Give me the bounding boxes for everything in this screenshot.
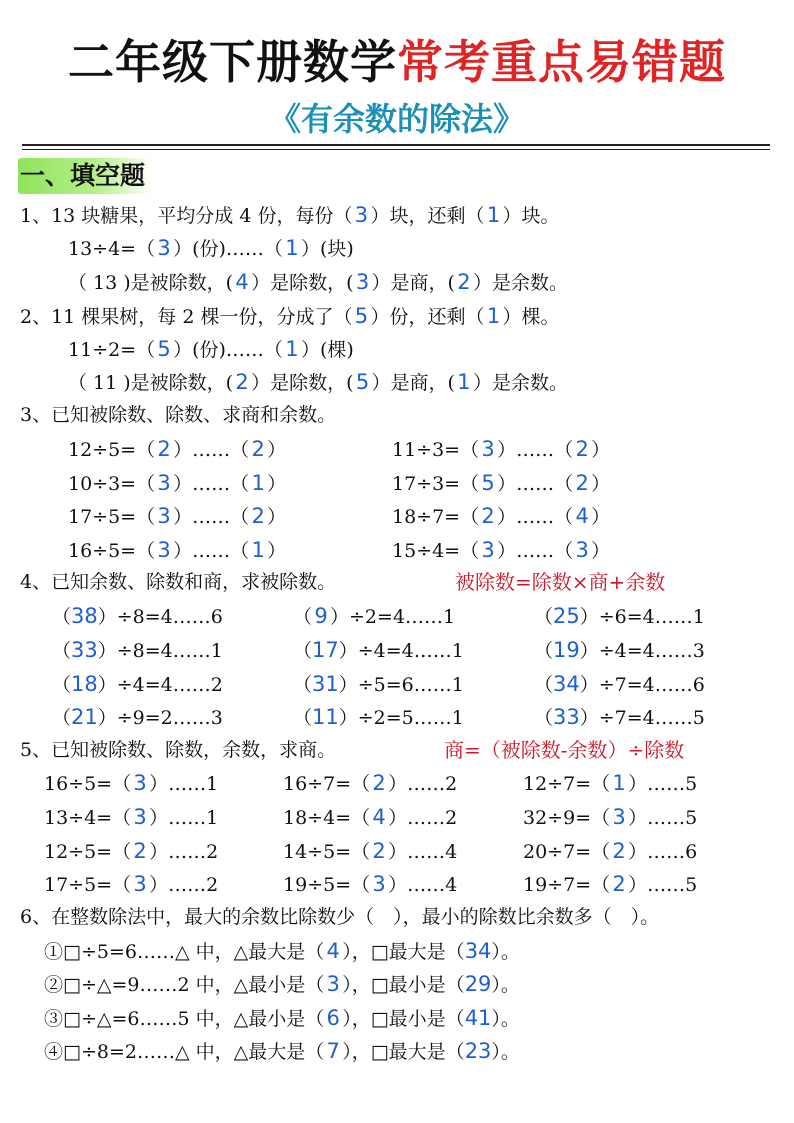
answer: 4	[575, 504, 589, 528]
q5-remainder: ）……2	[388, 773, 458, 795]
page-title	[0, 32, 794, 92]
answer: 18	[71, 672, 98, 696]
answer: 1	[285, 337, 299, 361]
q3-close: ）	[591, 506, 611, 528]
q5-remainder: ）……6	[628, 841, 698, 863]
q4-open: （	[52, 640, 72, 662]
answer: 23	[464, 1039, 492, 1063]
q6-text: ）。	[491, 974, 520, 996]
answer: 7	[326, 1039, 340, 1063]
answer: 41	[464, 1006, 492, 1030]
q1-line3-text: （ 13 )是被除数，(	[68, 272, 234, 294]
q5-heading: 5、已知被除数、除数，余数，求商。	[20, 739, 337, 761]
q4-open: （	[52, 674, 72, 696]
q5-expression: 12÷7=（	[523, 773, 611, 795]
answer: 5	[354, 304, 369, 328]
answer: 4	[235, 270, 249, 294]
q4-open: （	[534, 606, 554, 628]
q5-item	[44, 802, 218, 833]
q1-line3-text: ）是余数。	[472, 272, 568, 294]
answer: 3	[481, 437, 495, 461]
answer: 6	[326, 1006, 340, 1030]
q1-line3-text: ）是商，(	[371, 272, 455, 294]
q4-expression: ）÷4=4……2	[97, 674, 223, 696]
q3-heading: 3、已知被除数、除数、求商和余数。	[20, 404, 337, 426]
q5-remainder: ）……2	[149, 874, 219, 896]
q5-item	[523, 869, 697, 900]
q3-item	[68, 501, 286, 532]
q3-expression: 18÷7=（	[392, 506, 480, 528]
q2-line3-text: ）是商，(	[371, 372, 455, 394]
q3-expression: 16÷5=（	[68, 540, 156, 562]
q6-text: ）。	[491, 941, 520, 963]
answer: 3	[133, 805, 147, 829]
q5-expression: 12÷5=（	[44, 841, 132, 863]
answer: 21	[71, 705, 98, 729]
q5-item	[283, 836, 457, 867]
q3-close: ）	[267, 439, 287, 461]
q5-expression: 19÷7=（	[523, 874, 611, 896]
answer: 19	[553, 638, 580, 662]
answer: 25	[553, 604, 580, 628]
q5-item	[523, 836, 697, 867]
q5-remainder: ）……1	[149, 807, 219, 829]
q5-item	[283, 869, 457, 900]
q4-expression: ）÷8=4……1	[97, 640, 223, 662]
answer: 3	[372, 872, 386, 896]
q6-heading: 6、在整数除法中，最大的余数比除数少（ ），最小的除数比余数多（ ）。	[20, 906, 660, 928]
answer: 2	[133, 839, 147, 863]
answer: 3	[355, 270, 370, 294]
q2-line2-text: ）(棵)	[300, 339, 354, 361]
answer: 33	[553, 705, 580, 729]
q5-item	[44, 768, 218, 799]
answer: 3	[157, 236, 171, 260]
q6-text: ）。	[491, 1008, 520, 1030]
q3-item	[392, 501, 610, 532]
q3-item	[68, 468, 286, 499]
q4-item	[534, 601, 705, 632]
q5-item	[283, 768, 457, 799]
q5-item	[44, 869, 218, 900]
q5-item	[523, 768, 697, 799]
answer: 3	[575, 538, 589, 562]
answer: 2	[457, 270, 471, 294]
q1-line3-text: ）是除数，(	[251, 272, 354, 294]
q3-item	[68, 535, 286, 566]
title-black-part: 二年级下册数学	[68, 35, 397, 89]
q3-separator: ）……（	[173, 540, 250, 562]
answer: 2	[372, 839, 386, 863]
q3-item	[392, 434, 610, 465]
answer: 2	[575, 437, 589, 461]
q3-expression: 11÷3=（	[392, 439, 480, 461]
answer: 3	[157, 504, 171, 528]
q4-open: （	[293, 606, 313, 628]
q2-line2-text: 11÷2=（	[68, 339, 156, 361]
q3-separator: ）……（	[173, 439, 250, 461]
answer: 2	[612, 872, 626, 896]
title-red-part: 常考重点易错题	[397, 35, 726, 89]
answer: 5	[481, 471, 495, 495]
q6-text: ③□÷△=6……5 中，△最小是（	[44, 1008, 325, 1030]
q3-close: ）	[591, 473, 611, 495]
answer: 1	[285, 236, 299, 260]
q4-item	[52, 669, 223, 700]
q3-separator: ）……（	[497, 439, 574, 461]
q6-item	[44, 1036, 520, 1067]
q3-expression: 17÷3=（	[392, 473, 480, 495]
q3-separator: ）……（	[497, 506, 574, 528]
q4-open: （	[534, 674, 554, 696]
q4-expression: ）÷7=4……6	[579, 674, 705, 696]
q4-formula-note: 被除数=除数×商+余数	[455, 570, 666, 594]
answer: 1	[486, 203, 501, 227]
q1-line3	[68, 267, 568, 298]
q6-text: ①□÷5=6……△ 中，△最大是（	[44, 941, 325, 963]
answer: 3	[157, 471, 171, 495]
q4-item	[52, 635, 223, 666]
q1-line1-text: 1、13 块糖果，平均分成 4 份，每份（	[20, 205, 353, 227]
q4-open: （	[293, 707, 313, 729]
divider-top	[22, 144, 770, 146]
q4-expression: ）÷5=6……1	[338, 674, 464, 696]
q3-close: ）	[591, 540, 611, 562]
q2-line1-text: 2、11 棵果树，每 2 棵一份，分成了（	[20, 306, 353, 328]
q3-close: ）	[267, 473, 287, 495]
q5-item	[523, 802, 697, 833]
q5-remainder: ）……1	[149, 773, 219, 795]
answer: 3	[354, 203, 369, 227]
q3-close: ）	[267, 540, 287, 562]
answer: 2	[251, 437, 265, 461]
answer: 3	[481, 538, 495, 562]
q3-separator: ）……（	[497, 473, 574, 495]
q1-line1-text: ）块，还剩（	[370, 205, 485, 227]
answer: 11	[312, 705, 339, 729]
q6-item	[44, 936, 520, 967]
q6-text: ），□最大是（	[342, 1041, 465, 1063]
q4-item	[293, 702, 464, 733]
q5-item	[44, 836, 218, 867]
answer: 33	[71, 638, 98, 662]
q4-expression: ）÷6=4……1	[579, 606, 705, 628]
q5-remainder: ）……2	[388, 807, 458, 829]
q4-expression: ）÷2=5……1	[338, 707, 464, 729]
section-heading: 一、填空题	[18, 158, 151, 194]
q2-line3-text: ）是除数，(	[251, 372, 354, 394]
q6-item	[44, 969, 520, 1000]
q4-expression: ）÷4=4……1	[338, 640, 464, 662]
answer: 2	[235, 370, 249, 394]
q3-separator: ）……（	[497, 540, 574, 562]
q3-close: ）	[267, 506, 287, 528]
answer: 38	[71, 604, 98, 628]
q6-text: ），□最小是（	[342, 1008, 465, 1030]
q4-expression: ）÷8=4……6	[97, 606, 223, 628]
q4-open: （	[534, 707, 554, 729]
q4-item	[293, 601, 455, 632]
answer: 1	[251, 471, 265, 495]
q1-line2-text: ）(份)……（	[173, 238, 283, 260]
q2-line3	[68, 367, 568, 398]
answer: 2	[481, 504, 495, 528]
q4-open: （	[293, 640, 313, 662]
q2-line1	[20, 301, 560, 332]
answer: 34	[553, 672, 580, 696]
q1-line2-text: 13÷4=（	[68, 238, 156, 260]
q4-item	[534, 635, 705, 666]
answer: 17	[312, 638, 339, 662]
answer: 3	[612, 805, 626, 829]
answer: 5	[157, 337, 171, 361]
q2-line2-text: ）(份)……（	[173, 339, 283, 361]
q6-text: ），□最大是（	[342, 941, 465, 963]
q2-line1-text: ）份，还剩（	[370, 306, 485, 328]
q5-formula-note: 商=（被除数-余数）÷除数	[444, 738, 685, 762]
q4-item	[52, 702, 223, 733]
answer: 5	[355, 370, 370, 394]
q6-text: ②□÷△=9……2 中，△最小是（	[44, 974, 325, 996]
q5-expression: 19÷5=（	[283, 874, 371, 896]
q4-expression: ）÷9=2……3	[97, 707, 223, 729]
q1-line2	[68, 233, 354, 264]
page-subtitle: 《有余数的除法》	[268, 100, 525, 138]
divider-bottom	[22, 149, 770, 150]
q5-expression: 20÷7=（	[523, 841, 611, 863]
answer: 1	[486, 304, 501, 328]
q4-item	[293, 635, 464, 666]
q5-remainder: ）……2	[149, 841, 219, 863]
answer: 3	[326, 972, 340, 996]
q5-remainder: ）……4	[388, 874, 458, 896]
q4-item	[534, 702, 705, 733]
q5-expression: 16÷5=（	[44, 773, 132, 795]
answer: 2	[157, 437, 171, 461]
answer: 2	[575, 471, 589, 495]
q5-item	[283, 802, 457, 833]
answer: 1	[457, 370, 471, 394]
answer: 31	[312, 672, 339, 696]
q1-line2-text: ）(块)	[300, 238, 354, 260]
q2-line3-text: （ 11 )是被除数，(	[68, 372, 234, 394]
answer: 2	[372, 771, 386, 795]
q6-text: ）。	[491, 1041, 520, 1063]
q3-item	[392, 468, 610, 499]
q5-expression: 13÷4=（	[44, 807, 132, 829]
q4-expression: ）÷2=4……1	[330, 606, 456, 628]
answer: 1	[612, 771, 626, 795]
q4-open: （	[52, 606, 72, 628]
answer: 1	[251, 538, 265, 562]
q3-item	[68, 434, 286, 465]
answer: 9	[314, 604, 328, 628]
q6-text: ④□÷8=2……△ 中，△最大是（	[44, 1041, 325, 1063]
answer: 4	[326, 939, 340, 963]
q5-expression: 14÷5=（	[283, 841, 371, 863]
q4-open: （	[293, 674, 313, 696]
q3-separator: ）……（	[173, 473, 250, 495]
answer: 2	[612, 839, 626, 863]
answer: 4	[372, 805, 386, 829]
q4-item	[293, 669, 464, 700]
q6-item	[44, 1003, 520, 1034]
answer: 3	[133, 771, 147, 795]
answer: 2	[251, 504, 265, 528]
q2-line1-text: ）棵。	[502, 306, 560, 328]
q4-item	[534, 669, 705, 700]
q5-remainder: ）……4	[388, 841, 458, 863]
q3-close: ）	[591, 439, 611, 461]
q3-expression: 15÷4=（	[392, 540, 480, 562]
q5-expression: 32÷9=（	[523, 807, 611, 829]
q5-remainder: ）……5	[628, 874, 698, 896]
q3-separator: ）……（	[173, 506, 250, 528]
answer: 34	[464, 939, 492, 963]
q5-expression: 16÷7=（	[283, 773, 371, 795]
q3-item	[392, 535, 610, 566]
q4-heading: 4、已知余数、除数和商，求被除数。	[20, 571, 337, 593]
q5-remainder: ）……5	[628, 773, 698, 795]
q3-expression: 12÷5=（	[68, 439, 156, 461]
q2-line2	[68, 334, 354, 365]
q1-line1	[20, 200, 560, 231]
q6-text: ），□最小是（	[342, 974, 465, 996]
q5-expression: 18÷4=（	[283, 807, 371, 829]
q4-expression: ）÷7=4……5	[579, 707, 705, 729]
q1-line1-text: ）块。	[502, 205, 560, 227]
answer: 3	[157, 538, 171, 562]
q4-open: （	[534, 640, 554, 662]
answer: 29	[464, 972, 492, 996]
q4-open: （	[52, 707, 72, 729]
answer: 3	[133, 872, 147, 896]
q4-item	[52, 601, 223, 632]
q3-expression: 10÷3=（	[68, 473, 156, 495]
q4-expression: ）÷4=4……3	[579, 640, 705, 662]
q5-expression: 17÷5=（	[44, 874, 132, 896]
q3-expression: 17÷5=（	[68, 506, 156, 528]
q2-line3-text: ）是余数。	[472, 372, 568, 394]
q5-remainder: ）……5	[628, 807, 698, 829]
